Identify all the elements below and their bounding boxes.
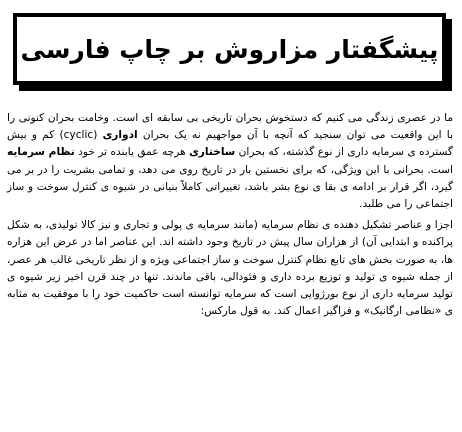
text-run: کم و بیش گسترده ی سرمایه داری از نوع گذشته، که بحران — [7, 129, 453, 159]
text-run: است. بحرانی با این ویژگی، که برای نخستین بار در تاریخ روی می دهد، و تمامی بشریت را در بر می گیرد، اگر قرار بر ادامه ی بقا ی نوع بشر باشد، تغییراتی کاملاً بنیانی در شیوه ی کنترل سوخت و ساز اجتماعی را می طلبد. — [7, 163, 453, 211]
bold-term: ادواری — [102, 129, 138, 142]
text-run: ما در عصری زندگی می کنیم که دستخوش بحران تاریخی بی سابقه ای است. وخامت بحران کنونی را با این واقعیت می توان سنجید که آنچه با آن مواجهیم نه یک بحران — [7, 112, 453, 142]
paragraph-1 — [7, 110, 453, 213]
page-title: پیشگفتار مزاروش بر چاپ فارسی — [20, 34, 439, 64]
paragraph-2 — [7, 217, 453, 320]
bold-term: نظام سرمایه — [7, 146, 75, 159]
bold-term: ساختاری — [189, 146, 236, 159]
text-run: هرچه عمق یابنده تر خود — [74, 146, 190, 159]
latin-term: (cyclic) — [59, 129, 98, 142]
text-run: اجزا و عناصر تشکیل دهنده ی نظام سرمایه (مانند سرمایه ی پولی و تجاری و نیز کالا تولیدی، به شکل پراکنده و ابتدایی آن) از هزاران سال پیش در تاریخ وجود داشته اند. این عناصر اما در عرض این هزاره ها، به صورت بخش های تابع نظام کنترل سوخت و ساز اجتماعی ویژه و از نظر تاریخی غالب هر عصر، از جمله شیوه ی تولید و توزیع برده داری و فئودالی، باقی ماندند. تنها در چند قرن اخیر زیر شیوه ی تولید سرمایه داری از نوع بورژوایی است که سرمایه توانسته است حاکمیت خود را با موفقیت به مثابه ی «نظامی ارگانیک» و فراگیر اعمال کند. به قول مارکس: — [7, 219, 453, 318]
body-text — [7, 110, 453, 320]
title-box — [13, 13, 446, 85]
